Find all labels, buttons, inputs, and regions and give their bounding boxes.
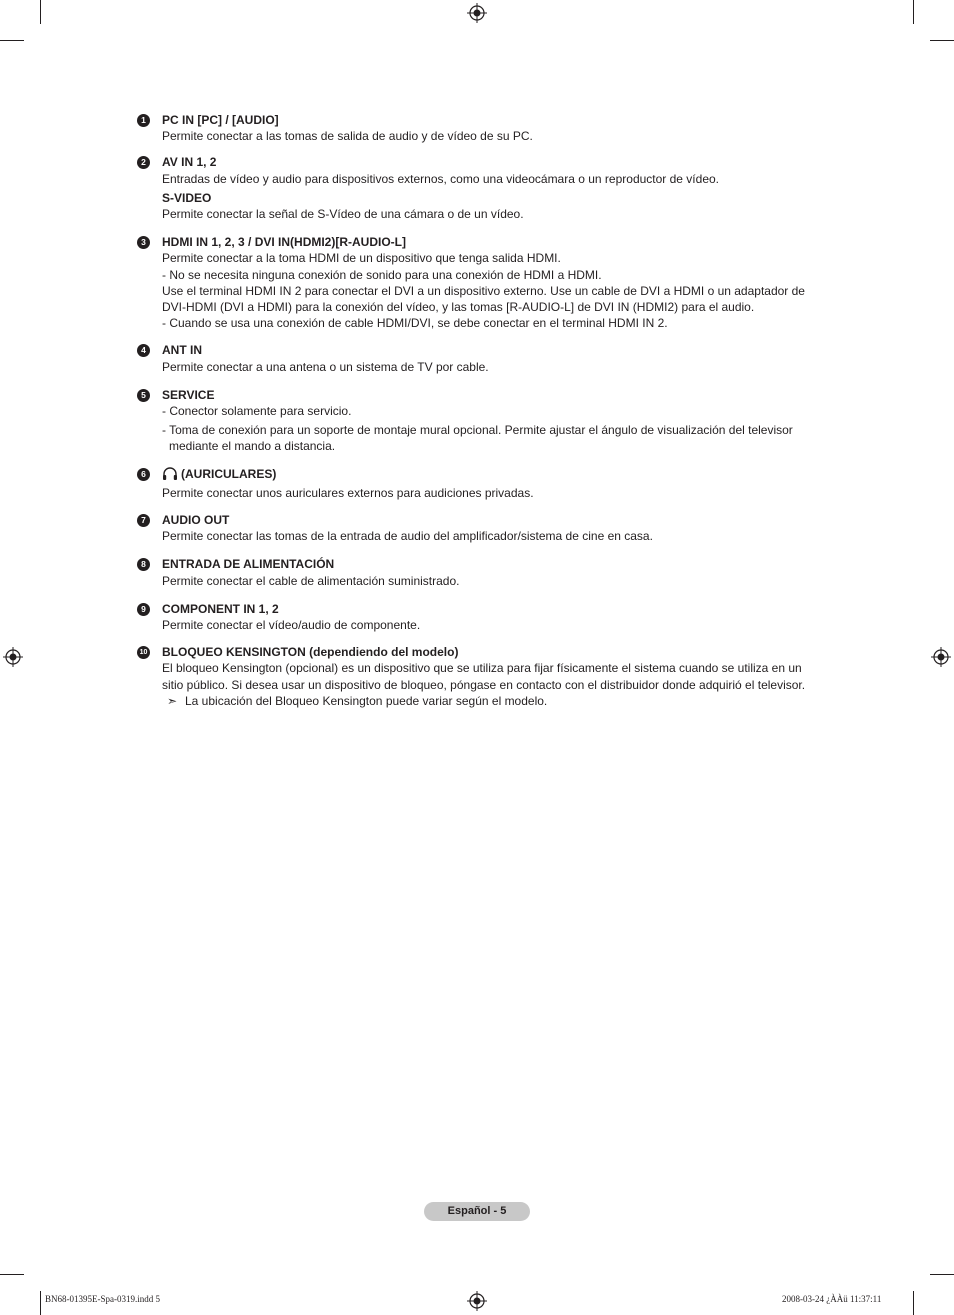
item-number-badge: 7 bbox=[137, 514, 150, 527]
item-number-badge: 9 bbox=[137, 603, 150, 616]
crop-mark bbox=[913, 1291, 914, 1315]
item-title: AV IN 1, 2 bbox=[162, 155, 217, 170]
item-description: Permite conectar a las tomas de salida de audio y de vídeo de su PC. bbox=[162, 129, 533, 144]
item-description: sitio público. Si desea usar un dispositivo de bloqueo, póngase en contacto con el distribuidor donde adquirió el televisor. bbox=[162, 677, 806, 692]
item-description: Permite conectar la señal de S-Vídeo de una cámara o de un vídeo. bbox=[162, 207, 524, 222]
list-item bbox=[137, 556, 837, 588]
item-description: - Conector solamente para servicio. bbox=[162, 404, 352, 419]
list-item bbox=[137, 644, 837, 709]
note-arrow-icon: ➣ bbox=[167, 693, 178, 708]
list-item bbox=[137, 387, 837, 455]
list-item bbox=[137, 342, 837, 374]
connector-list bbox=[137, 112, 837, 709]
item-description: mediante el mando a distancia. bbox=[169, 439, 336, 454]
list-item bbox=[137, 112, 837, 144]
item-title: ENTRADA DE ALIMENTACIÓN bbox=[162, 557, 335, 572]
list-item bbox=[137, 466, 837, 501]
item-title: AUDIO OUT bbox=[162, 513, 230, 528]
registration-mark-icon bbox=[467, 1291, 487, 1311]
item-number-badge: 2 bbox=[137, 156, 150, 169]
registration-mark-icon bbox=[931, 647, 951, 667]
item-description: Permite conectar a la toma HDMI de un dispositivo que tenga salida HDMI. bbox=[162, 251, 561, 266]
footer-timestamp: 2008-03-24 ¿ÀÀü 11:37:11 bbox=[782, 1294, 882, 1304]
item-subtitle: S-VIDEO bbox=[162, 190, 212, 205]
list-item bbox=[137, 154, 837, 222]
page-number-badge: Español - 5 bbox=[424, 1202, 530, 1221]
item-title: ANT IN bbox=[162, 343, 202, 358]
item-description: Entradas de vídeo y audio para dispositivos externos, como una videocámara o un reproductor de vídeo. bbox=[162, 171, 719, 186]
item-description: Permite conectar unos auriculares externos para audiciones privadas. bbox=[162, 485, 534, 500]
item-number-badge: 10 bbox=[137, 646, 150, 659]
item-description: Permite conectar las tomas de la entrada de audio del amplificador/sistema de cine en casa. bbox=[162, 529, 653, 544]
item-number-badge: 8 bbox=[137, 558, 150, 571]
footer-file-info: BN68-01395E-Spa-0319.indd 5 bbox=[45, 1294, 160, 1304]
item-title: HDMI IN 1, 2, 3 / DVI IN(HDMI2)[R-AUDIO-L] bbox=[162, 235, 407, 250]
crop-mark bbox=[0, 40, 24, 41]
list-item bbox=[137, 512, 837, 544]
item-number-badge: 3 bbox=[137, 236, 150, 249]
registration-mark-icon bbox=[467, 3, 487, 23]
item-description: Permite conectar el cable de alimentación suministrado. bbox=[162, 573, 460, 588]
item-description: Permite conectar a una antena o un sistema de TV por cable. bbox=[162, 359, 489, 374]
crop-mark bbox=[913, 0, 914, 24]
item-description: - Cuando se usa una conexión de cable HDMI/DVI, se debe conectar en el terminal HDMI IN 2. bbox=[162, 316, 668, 331]
item-description: Use el terminal HDMI IN 2 para conectar el DVI a un dispositivo externo. Use un cable de DVI a HDMI o un adaptador de bbox=[162, 283, 805, 298]
item-description: - No se necesita ninguna conexión de sonido para una conexión de HDMI a HDMI. bbox=[162, 267, 602, 282]
item-title: BLOQUEO KENSINGTON (dependiendo del modelo) bbox=[162, 645, 459, 660]
crop-mark bbox=[930, 1274, 954, 1275]
item-number-badge: 1 bbox=[137, 114, 150, 127]
item-description: - Toma de conexión para un soporte de montaje mural opcional. Permite ajustar el ángulo de visualización del televisor bbox=[162, 423, 793, 438]
item-title-row bbox=[162, 466, 837, 482]
item-note bbox=[162, 693, 837, 709]
item-number-badge: 6 bbox=[137, 468, 150, 481]
crop-mark bbox=[40, 0, 41, 24]
item-number-badge: 4 bbox=[137, 344, 150, 357]
item-description: DVI-HDMI (DVI a HDMI) para la conexión del vídeo, y las tomas [R-AUDIO-L] de DVI IN (HDMI2) para el audio. bbox=[162, 300, 755, 315]
crop-mark bbox=[930, 40, 954, 41]
item-description: El bloqueo Kensington (opcional) es un dispositivo que se utiliza para fijar físicamente el sistema cuando se utiliza en un bbox=[162, 661, 802, 676]
crop-mark bbox=[0, 1274, 24, 1275]
item-title: SERVICE bbox=[162, 387, 215, 402]
item-note-text: La ubicación del Bloqueo Kensington puede variar según el modelo. bbox=[185, 693, 548, 708]
list-item bbox=[137, 234, 837, 331]
crop-mark bbox=[40, 1291, 41, 1315]
item-title: (AURICULARES) bbox=[181, 466, 277, 481]
list-item bbox=[137, 601, 837, 633]
headphones-icon bbox=[162, 466, 178, 481]
item-title: COMPONENT IN 1, 2 bbox=[162, 601, 279, 616]
registration-mark-icon bbox=[3, 647, 23, 667]
item-number-badge: 5 bbox=[137, 389, 150, 402]
item-title: PC IN [PC] / [AUDIO] bbox=[162, 113, 279, 127]
item-description: Permite conectar el vídeo/audio de componente. bbox=[162, 618, 421, 633]
